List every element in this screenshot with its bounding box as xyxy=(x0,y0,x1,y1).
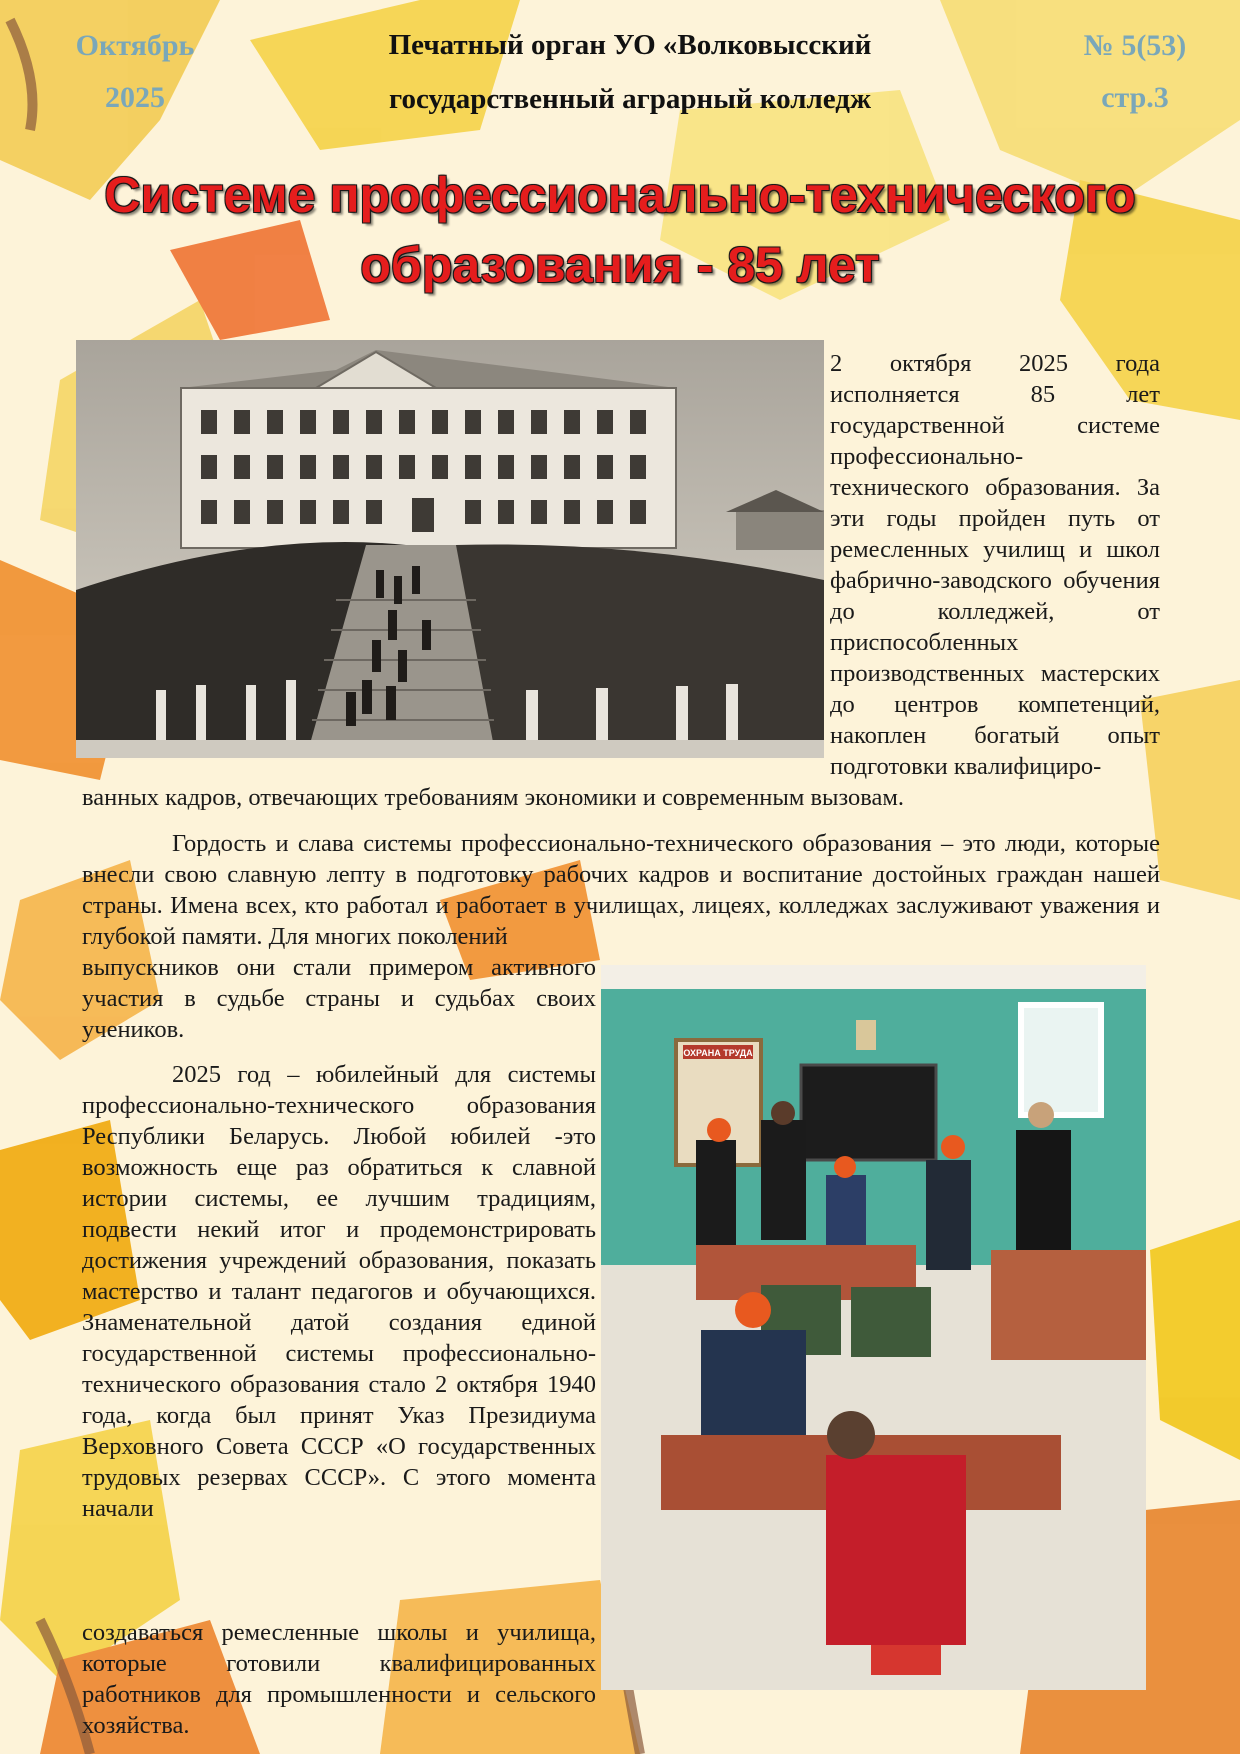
issue-info xyxy=(1060,20,1210,124)
article-title xyxy=(40,160,1200,300)
paragraph-3: 2025 год – юбилейный для системы профессионально-технического образования Республики Беларусь. Любой юбилей -это возможность еще раз обратиться к славной истории системы, ее лучшим традициям, подвести некий итог и продемонстрировать достижения учреждений образования, показать мастерство и талант педагогов и обучающихся. Знаменательной датой создания единой государственной системы профессионально-технического образования стало 2 октября 1940 года, когда был принят Указ Президиума Верховного Совета СССР «О государственных трудовых резервах СССР». С этого момента начали xyxy=(82,1061,596,1522)
publisher-line-1: Печатный орган УО «Волковысский xyxy=(388,29,872,61)
issue-year: 2025 xyxy=(105,81,165,114)
article-title-line-1: Системе профессионально-технического xyxy=(104,167,1136,223)
publisher xyxy=(330,18,930,126)
paragraph-2-full-width: Гордость и слава системы профессионально-технического образования – это люди, которые внесли свою славную лепту в подготовку рабочих кадров и воспитание достойных граждан нашей страны. Имена всех, кто работал и работает в училищах, лицеях, колледжах заслуживают уважения и глубокой памяти. Для многих поколений xyxy=(82,830,1160,950)
historic-college-building-photo xyxy=(76,340,824,758)
article-title-line-2: образования - 85 лет xyxy=(360,237,880,293)
publisher-line-2: государственный аграрный колледж xyxy=(389,83,871,115)
paragraph-1-end: ванных кадров, отвечающих требованиям экономики и современным вызовам. xyxy=(82,784,905,811)
issue-date xyxy=(50,20,220,124)
page-number: стр.3 xyxy=(1101,81,1169,114)
occupational-safety-poster-title: ОХРАНА ТРУДА xyxy=(683,1048,753,1058)
bricklaying-workshop-photo xyxy=(601,965,1146,1690)
paragraph-2-end: выпускников они стали примером активного участия в судьбе страны и судьбах своих учеников. xyxy=(82,954,596,1043)
paragraph-1-beside-photo: 2 октября 2025 года исполняется 85 лет государственной системе профессионально-технического образования. За эти годы пройден путь от ремесленных училищ и школ фабрично-заводского обучения до колледжей, от приспособленных производственных мастерских до центров компетенций, накоплен богатый опыт подготовки квалифициро- xyxy=(830,350,1160,780)
issue-number: № 5(53) xyxy=(1083,29,1187,62)
issue-month: Октябрь xyxy=(75,29,195,62)
paragraph-3-end: создаваться ремесленные школы и училища, которые готовили квалифицированных работников для промышленности и сельского хозяйства. xyxy=(82,1619,596,1739)
